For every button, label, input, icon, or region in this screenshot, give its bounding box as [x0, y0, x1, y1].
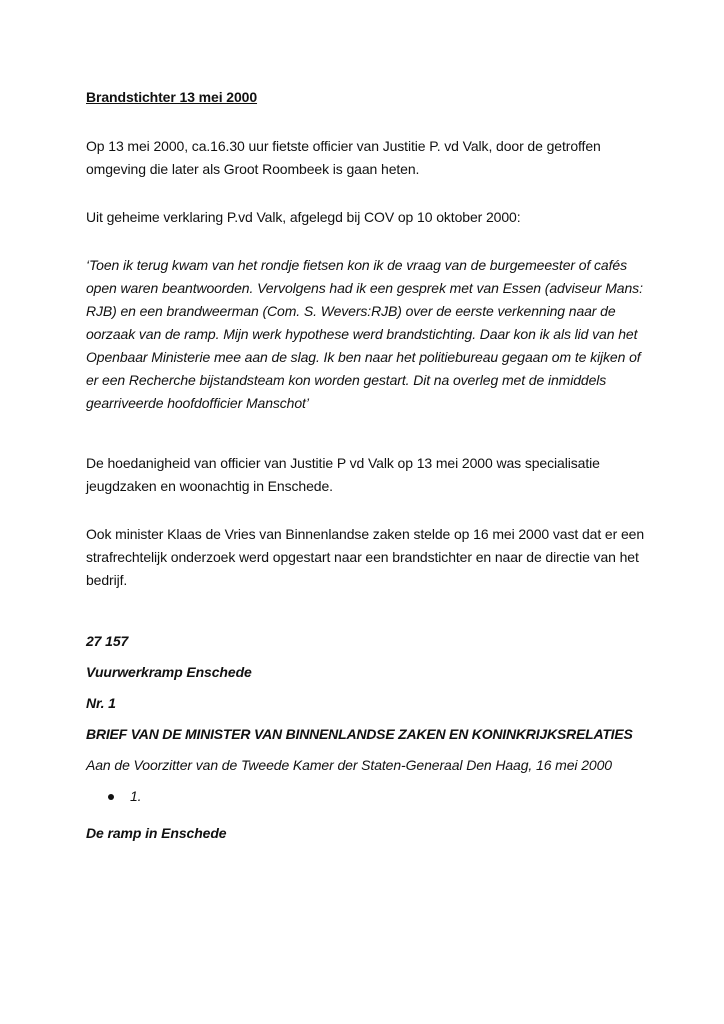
reference-number: 27 157: [86, 633, 129, 649]
declaration-intro-paragraph: Uit geheime verklaring P.vd Valk, afgelegd bij COV op 10 oktober 2000:: [86, 209, 521, 225]
role-paragraph: De hoedanigheid van officier van Justitie P vd Valk op 13 mei 2000 was specialisatie jeugdzaken en woonachtig in Enschede.: [86, 455, 600, 494]
reference-brief-heading: BRIEF VAN DE MINISTER VAN BINNENLANDSE ZAKEN EN KONINKRIJKSRELATIES: [86, 726, 633, 742]
minister-paragraph: Ook minister Klaas de Vries van Binnenlandse zaken stelde op 16 mei 2000 vast dat er een strafrechtelijk onderzoek werd opgestart naar een brandstichter en naar de directie van het bedrijf.: [86, 526, 645, 588]
bullet-icon: [108, 794, 114, 800]
intro-paragraph: Op 13 mei 2000, ca.16.30 uur fietste officier van Justitie P. vd Valk, door de getroffen omgeving die later als Groot Roombeek is gaan heten.: [86, 138, 601, 177]
list-item-label: 1.: [130, 788, 142, 804]
reference-nr: Nr. 1: [86, 695, 116, 711]
section-heading: De ramp in Enschede: [86, 825, 227, 841]
declaration-quote: ‘Toen ik terug kwam van het rondje fietsen kon ik de vraag van de burgemeester of cafés open waren beantwoorden. Vervolgens had ik een gesprek met van Essen (adviseur Mans: RJB) en een brandweerman (Com. S. Wevers:RJB) over de eerste verkenning naar de oorzaak van de ramp. Mijn werk hypothese werd brandstichting. Daar kon ik als lid van het Openbaar Ministerie mee aan de slag. Ik ben naar het politiebureau gegaan om te kijken of er een Recherche bijstandsteam kon worden gestart. Dit na overleg met de inmiddels gearriveerde hoofdofficier Manschot’: [86, 257, 643, 411]
reference-addressee: Aan de Voorzitter van de Tweede Kamer der Staten-Generaal Den Haag, 16 mei 2000: [86, 757, 612, 773]
numbered-list: [86, 785, 646, 808]
list-item: [86, 785, 646, 808]
reference-subject: Vuurwerkramp Enschede: [86, 664, 252, 680]
document-title: Brandstichter 13 mei 2000: [86, 89, 258, 105]
document-body: [86, 86, 646, 845]
